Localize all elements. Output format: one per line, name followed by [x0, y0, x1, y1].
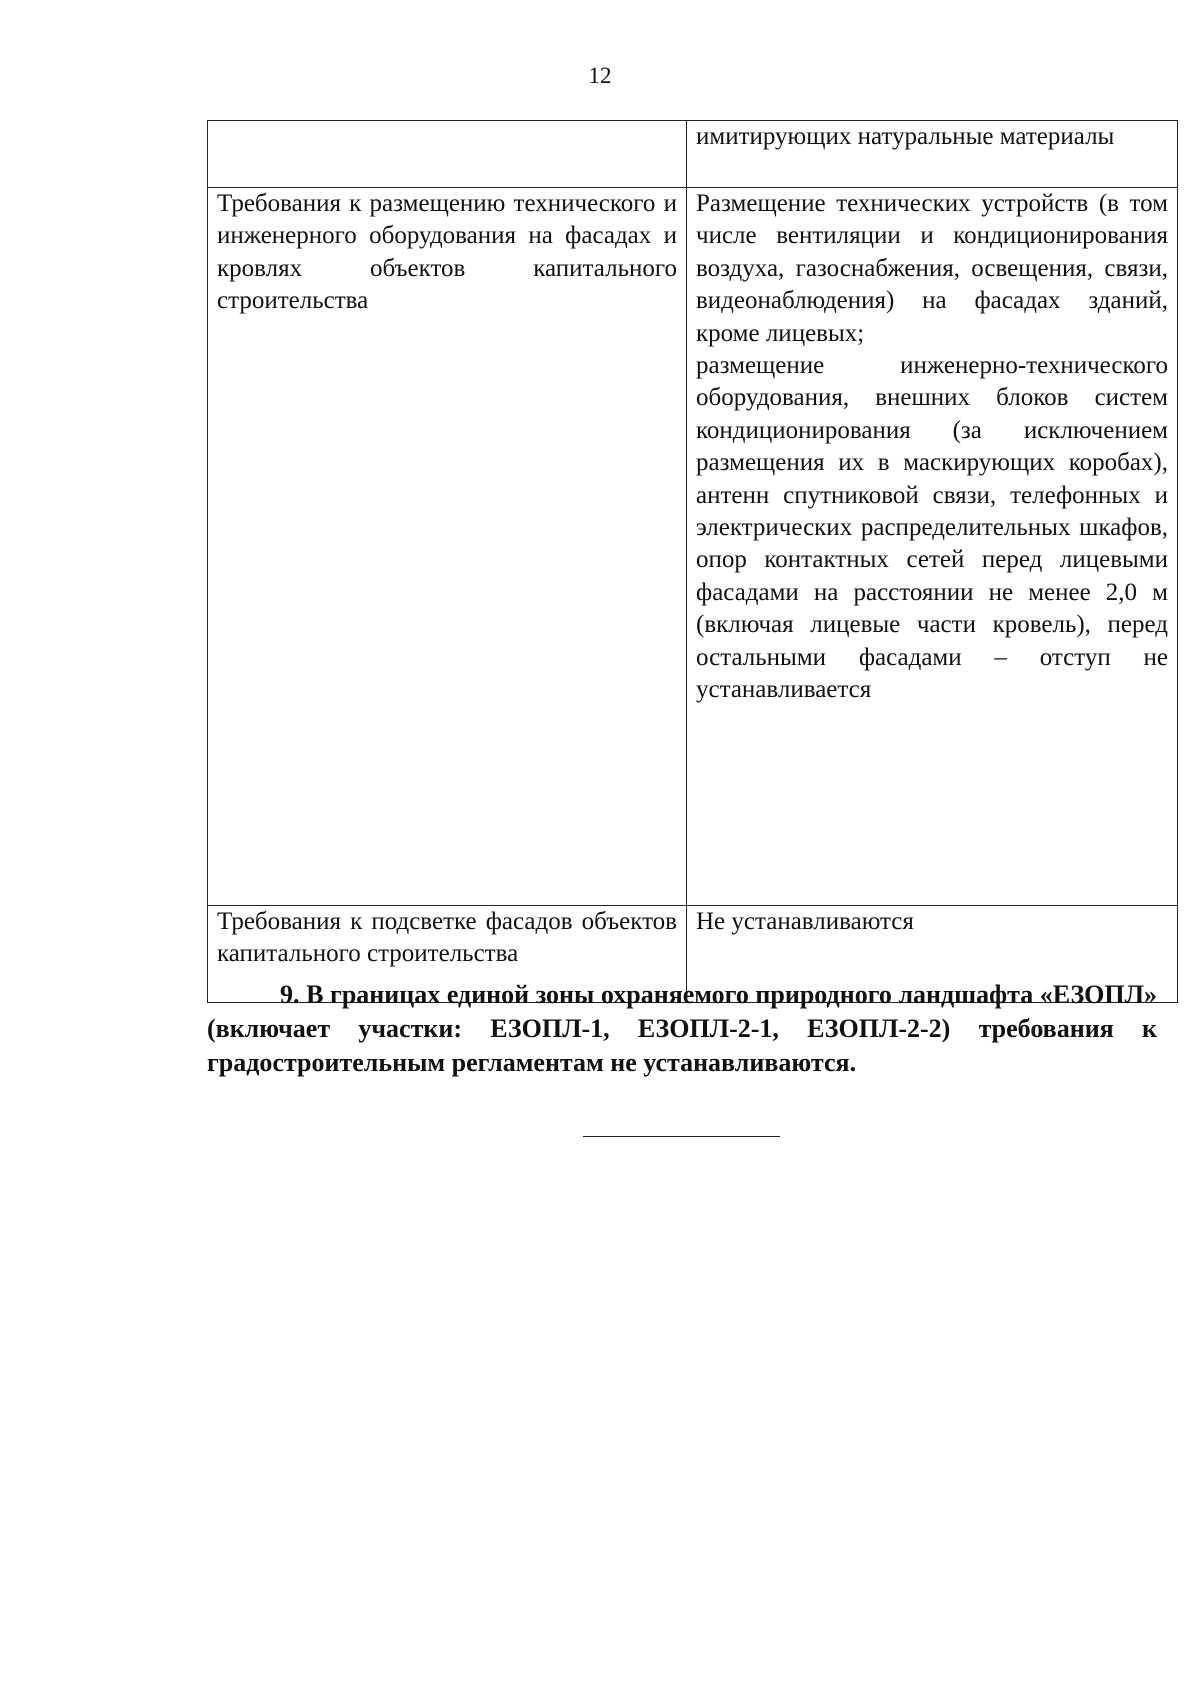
- closing-paragraph: 9. В границах единой зоны охраняемого природного ландшафта «ЕЗОПЛ» (включает участки: ЕЗОПЛ-1, ЕЗОПЛ-2-1, ЕЗОПЛ-2-2) требования к градостроительным регламентам не устанавливаются.: [207, 980, 1157, 1077]
- value-cell: [687, 188, 1178, 906]
- value-paragraph: Размещение технических устройств (в том числе вентиляции и кондиционирования воздуха, газоснабжения, освещения, связи, видеонаблюдения) на фасадах зданий, кроме лицевых;: [696, 190, 1168, 347]
- requirement-cell: [208, 121, 687, 188]
- end-divider: [583, 1136, 780, 1137]
- requirement-cell: Требования к подсветке фасадов объектов капитального строительства: [208, 906, 687, 1003]
- value-paragraph: размещение инженерно-технического оборудования, внешних блоков систем кондиционирования (за исключением размещения их в маскирующих коробах), антенн спутниковой связи, телефонных и электрических распределительных шкафов, опор контактных сетей перед лицевыми фасадами на расстоянии не менее 2,0 м (включая лицевые части кровель), перед остальными фасадами – отступ не устанавливается: [696, 352, 1168, 704]
- requirements-table: [207, 120, 1178, 1003]
- value-cell: имитирующих натуральные материалы: [687, 121, 1178, 188]
- page-number: 12: [588, 63, 612, 88]
- table-row: [208, 121, 1178, 188]
- table-row: [208, 188, 1178, 906]
- requirement-cell: Требования к размещению технического и инженерного оборудования на фасадах и кровлях объектов капитального строительства: [208, 188, 687, 906]
- value-cell: Не устанавливаются: [687, 906, 1178, 1003]
